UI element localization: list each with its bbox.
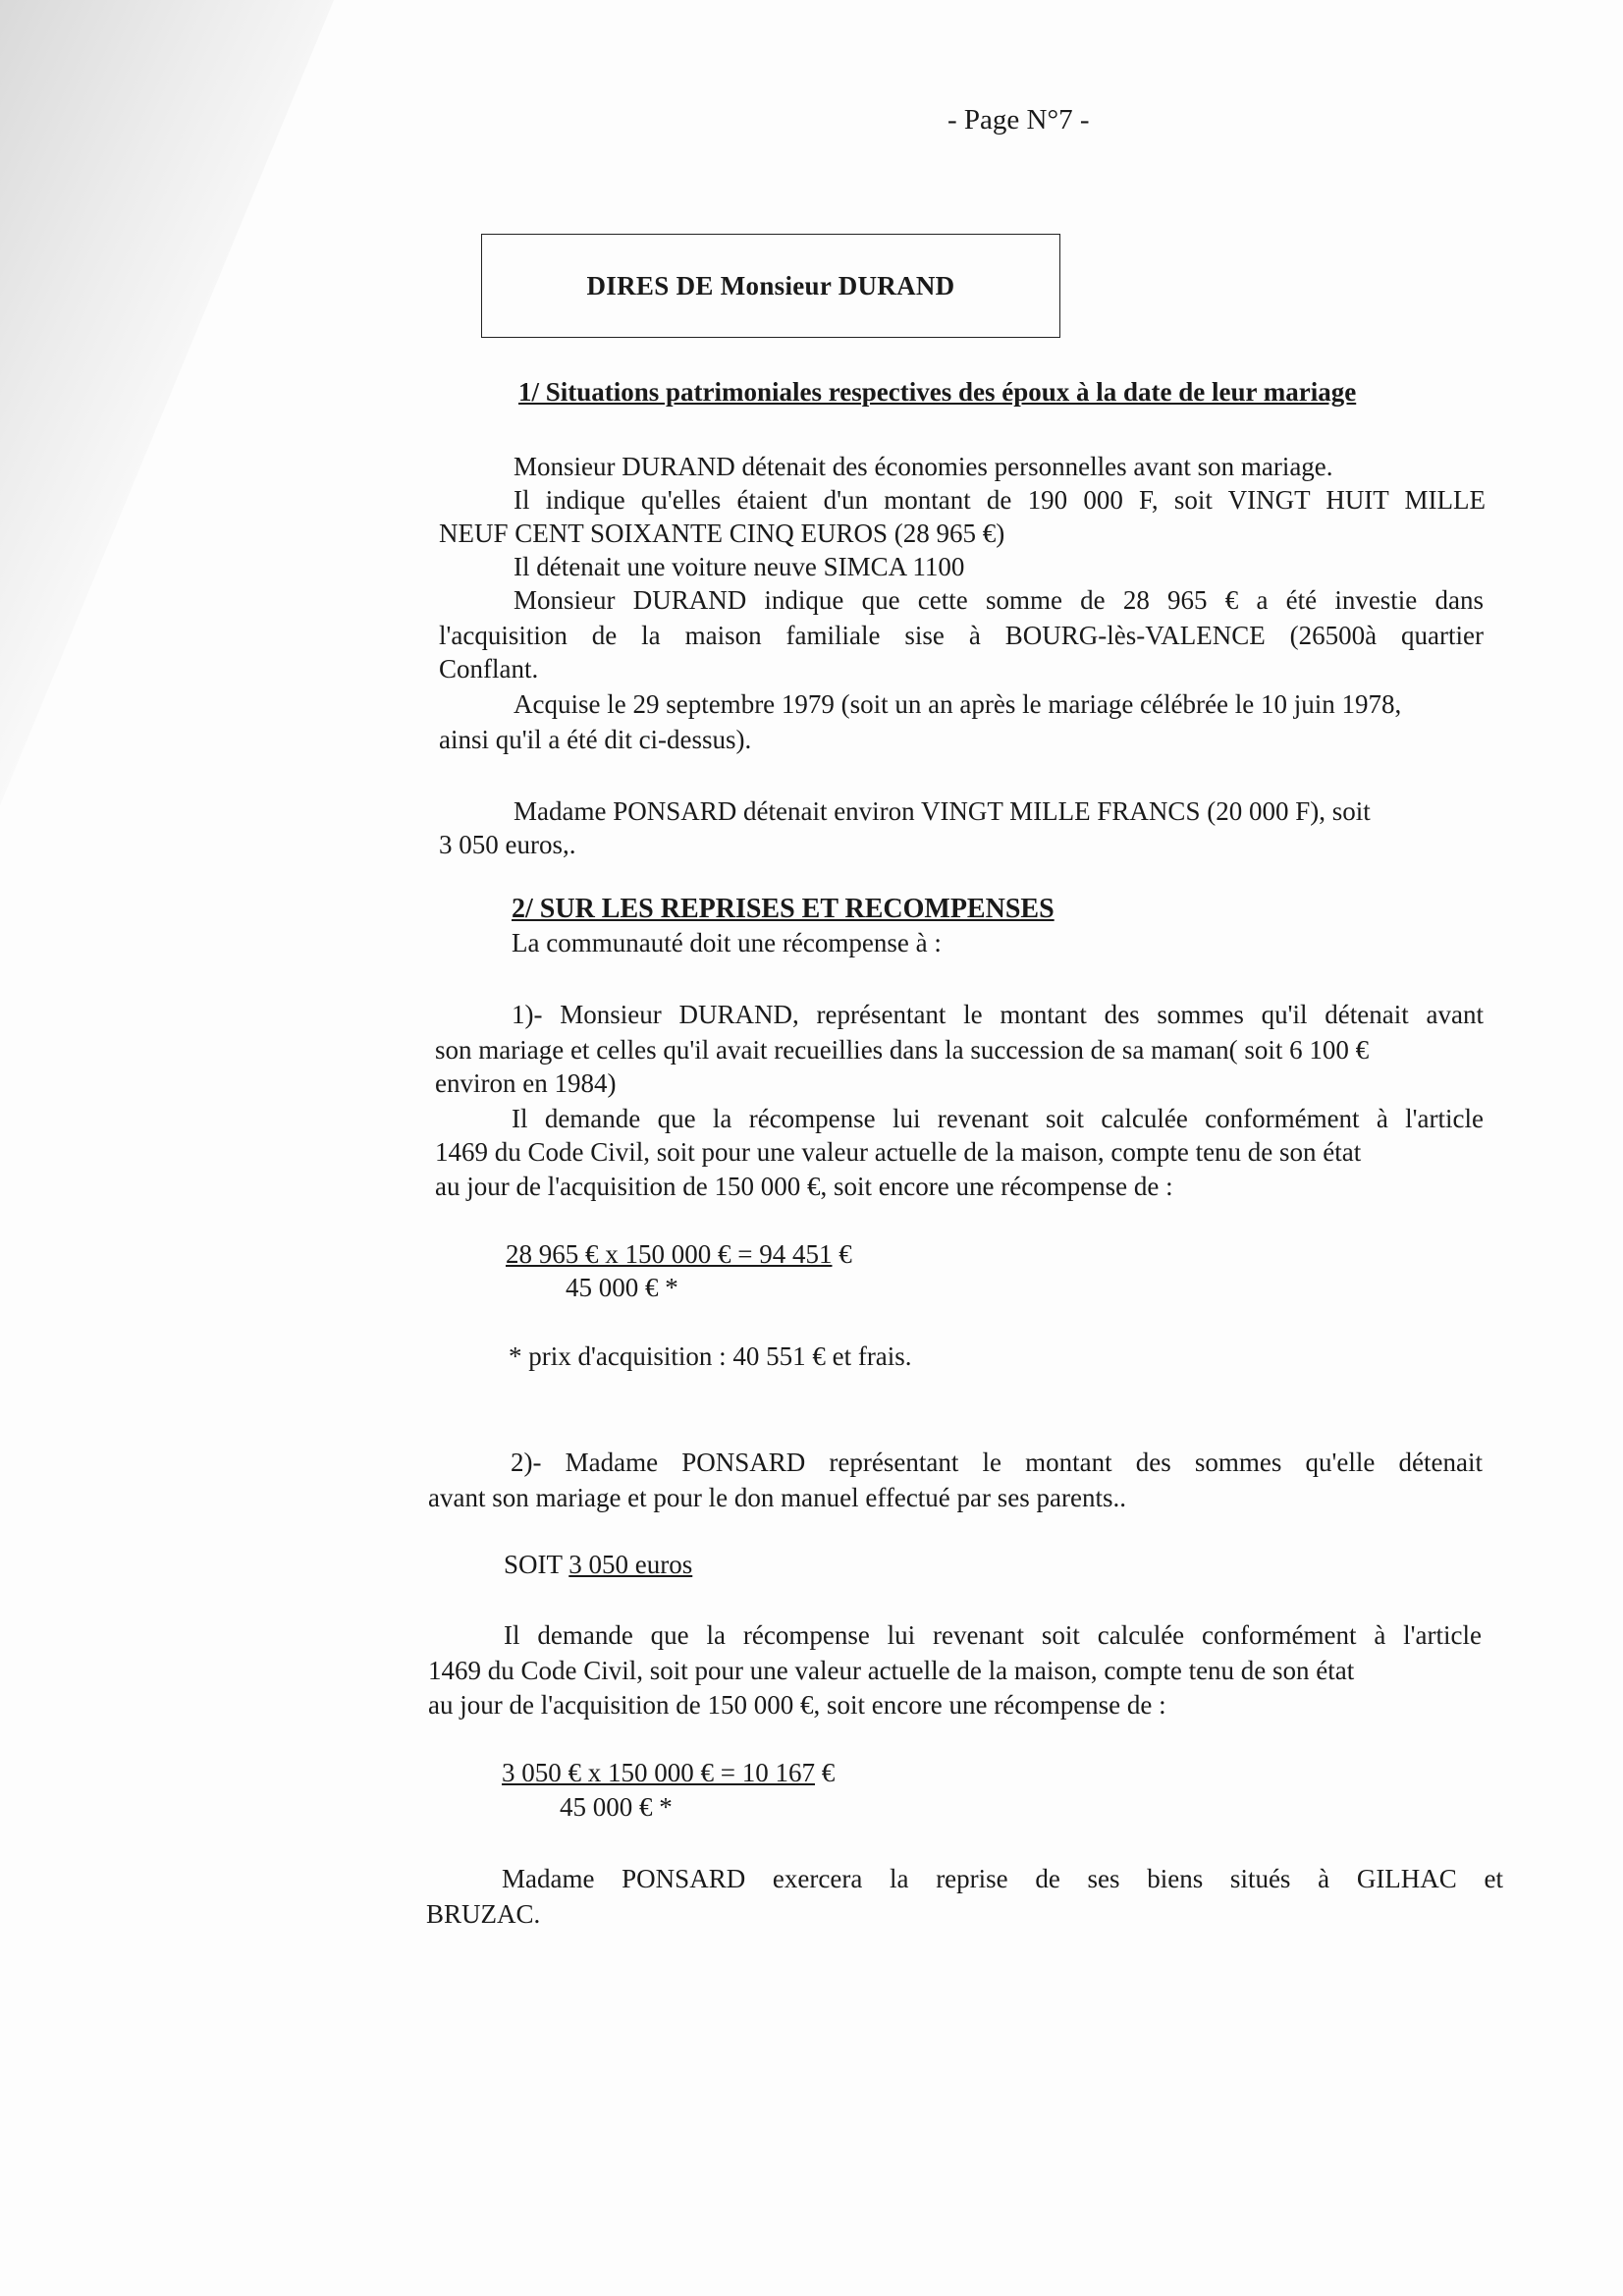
s1-line-2: NEUF CENT SOIXANTE CINQ EUROS (28 965 €) <box>439 519 1005 548</box>
document-title: DIRES DE Monsieur DURAND <box>586 270 955 301</box>
calc2-denominator: 45 000 € * <box>560 1792 673 1822</box>
s1-line-7: Acquise le 29 septembre 1979 (soit un an après le mariage célébrée le 10 juin 1978, <box>514 689 1402 719</box>
closing-line-1: BRUZAC. <box>426 1899 541 1929</box>
section2-heading: 2/ SUR LES REPRISES ET RECOMPENSES <box>512 894 1055 924</box>
section2-intro: La communauté doit une récompense à : <box>512 928 942 957</box>
calc1-denominator: 45 000 € * <box>566 1273 678 1302</box>
s1-line-4: Monsieur DURAND indique que cette somme de 28 965 € a été investie dans <box>514 585 1484 615</box>
calc1-currency: € <box>832 1239 852 1269</box>
item1-line-4: 1469 du Code Civil, soit pour une valeur actuelle de la maison, compte tenu de son état <box>435 1137 1362 1167</box>
s1-line-3: Il détenait une voiture neuve SIMCA 1100 <box>514 552 965 581</box>
s1-line-10: 3 050 euros,. <box>439 830 576 859</box>
s1-line-9: Madame PONSARD détenait environ VINGT MILLE FRANCS (20 000 F), soit <box>514 796 1371 826</box>
item1-line-2: environ en 1984) <box>435 1068 617 1098</box>
s1-line-0: Monsieur DURAND détenait des économies personnelles avant son mariage. <box>514 452 1333 481</box>
item2-request-line-1: 1469 du Code Civil, soit pour une valeur actuelle de la maison, compte tenu de son état <box>428 1656 1355 1685</box>
acquisition-note: * prix d'acquisition : 40 551 € et frais. <box>509 1341 912 1371</box>
item2-request-line-0: Il demande que la récompense lui revenant soit calculée conformément à l'article <box>504 1620 1482 1650</box>
closing-line-0: Madame PONSARD exercera la reprise de ses biens situés à GILHAC et <box>502 1864 1503 1893</box>
item1-line-5: au jour de l'acquisition de 150 000 €, soit encore une récompense de : <box>435 1172 1173 1201</box>
s1-line-6: Conflant. <box>439 654 539 683</box>
soit-line <box>504 1550 692 1580</box>
page-number: - Page N°7 - <box>947 104 1090 136</box>
s1-line-5: l'acquisition de la maison familiale sise à BOURG-lès-VALENCE (26500à quartier <box>439 621 1484 650</box>
calc2-numerator-row <box>502 1758 835 1788</box>
calc1-numerator: 28 965 € x 150 000 € = 94 451 <box>506 1239 833 1269</box>
s1-line-8: ainsi qu'il a été dit ci-dessus). <box>439 725 752 754</box>
item2-line-0: 2)- Madame PONSARD représentant le montant des sommes qu'elle détenait <box>511 1448 1483 1477</box>
calc1-numerator-row <box>506 1239 852 1270</box>
calc2-currency: € <box>814 1758 836 1787</box>
section1-heading: 1/ Situations patrimoniales respectives des époux à la date de leur mariage <box>518 377 1357 407</box>
item2-request-line-2: au jour de l'acquisition de 150 000 €, soit encore une récompense de : <box>428 1690 1166 1720</box>
title-box <box>481 234 1060 338</box>
item1-line-3: Il demande que la récompense lui revenant soit calculée conformément à l'article <box>512 1104 1484 1133</box>
calc2-numerator: 3 050 € x 150 000 € = 10 167 <box>502 1758 815 1787</box>
soit-amount: 3 050 euros <box>568 1550 693 1579</box>
scan-shadow <box>0 0 334 805</box>
s1-line-1: Il indique qu'elles étaient d'un montant de 190 000 F, soit VINGT HUIT MILLE <box>514 485 1486 515</box>
item1-line-0: 1)- Monsieur DURAND, représentant le montant des sommes qu'il détenait avant <box>512 1000 1484 1029</box>
item1-line-1: son mariage et celles qu'il avait recueillies dans la succession de sa maman( soit 6 100 € <box>435 1035 1370 1065</box>
item2-line-1: avant son mariage et pour le don manuel effectué par ses parents.. <box>428 1483 1126 1512</box>
soit-prefix: SOIT <box>504 1550 569 1579</box>
